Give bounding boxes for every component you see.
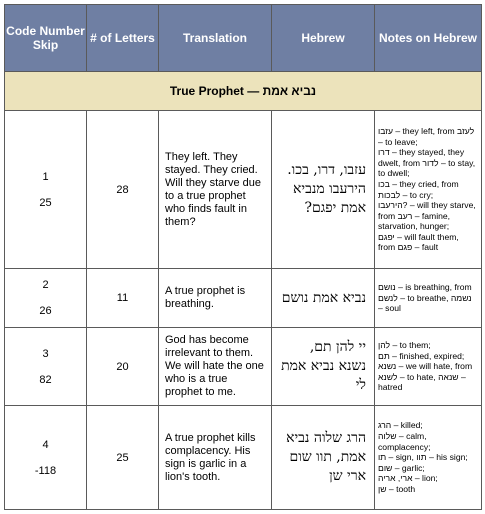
letters-cell: 11 bbox=[87, 269, 159, 328]
note-line: דרו – they stayed, they dwelt, from לדור – to stay, to dwell; bbox=[378, 147, 476, 179]
letters-cell: 25 bbox=[87, 406, 159, 510]
code-skip-cell bbox=[5, 328, 87, 406]
hebrew-cell: עזבו, דרו, בכו. הירעבו מנביא אמת יפגם? bbox=[272, 111, 375, 269]
code-number: 3 bbox=[42, 347, 49, 360]
letters-cell: 28 bbox=[87, 111, 159, 269]
notes-cell bbox=[375, 328, 482, 406]
note-line: שלוה – calm, complacency; bbox=[378, 431, 431, 452]
prophet-code-table bbox=[4, 4, 482, 510]
note-line: ארי, אריה – lion; bbox=[378, 473, 438, 484]
skip-value: 25 bbox=[39, 196, 52, 209]
note-line: תם – finished, expired; bbox=[378, 350, 465, 361]
note-line: נשנא – we will hate, from לשנא – to hate, שנאה – hatred bbox=[378, 361, 473, 393]
hebrew-cell: הרג שלוה נביא אמת, תוו שום ארי שן bbox=[272, 406, 375, 510]
section-row bbox=[5, 72, 482, 111]
note-line: שן – tooth bbox=[378, 483, 416, 494]
header-code-number-skip: Code Number Skip bbox=[5, 5, 87, 72]
table-row bbox=[5, 406, 482, 510]
header-number-of-letters: # of Letters bbox=[87, 5, 159, 72]
note-line: הירעבו? – will they starve, from רעב – famine, starvation, hunger; bbox=[378, 200, 476, 232]
code-number: 4 bbox=[42, 438, 49, 451]
note-line: עזבו – they left, from לעזב – to leave; bbox=[378, 125, 475, 147]
code-skip-cell bbox=[5, 406, 87, 510]
code-skip-cell bbox=[5, 111, 87, 269]
note-line: יפגם – will fault them, from פגם – fault bbox=[378, 231, 459, 253]
note-line: תו – sign, תוו – his sign; bbox=[378, 452, 468, 463]
hebrew-cell: יי להן תם, נשנא נביא אמת לי bbox=[272, 328, 375, 406]
note-line: נושם – is breathing, from לנשם – to breathe, נשמה – soul bbox=[378, 282, 472, 314]
header-translation: Translation bbox=[159, 5, 272, 72]
code-number: 2 bbox=[42, 279, 49, 291]
translation-cell: A true prophet is breathing. bbox=[159, 269, 272, 328]
letters-cell: 20 bbox=[87, 328, 159, 406]
skip-value: 26 bbox=[39, 305, 52, 317]
table-row bbox=[5, 269, 482, 328]
skip-value: -118 bbox=[34, 464, 57, 477]
table-row bbox=[5, 111, 482, 269]
header-notes-on-hebrew: Notes on Hebrew bbox=[375, 5, 482, 72]
table-row bbox=[5, 328, 482, 406]
code-skip-cell bbox=[5, 269, 87, 328]
translation-cell: They left. They stayed. They cried. Will they starve due to a true prophet who finds fault in them? bbox=[159, 111, 272, 269]
note-line: להן – to them; bbox=[378, 340, 431, 351]
header-row bbox=[5, 5, 482, 72]
header-hebrew: Hebrew bbox=[272, 5, 375, 72]
note-line: בכו – they cried, from לבכות – to cry; bbox=[378, 178, 459, 200]
code-number: 1 bbox=[42, 170, 49, 183]
notes-cell bbox=[375, 406, 482, 510]
translation-cell: A true prophet kills complacency. His sign is garlic in a lion's tooth. bbox=[159, 406, 272, 510]
hebrew-cell: נביא אמת נושם bbox=[272, 269, 375, 328]
translation-cell: God has become irrelevant to them. We will hate the one who is a true prophet to me. bbox=[159, 328, 272, 406]
section-title: True Prophet — נביא אמת bbox=[5, 72, 482, 111]
skip-value: 82 bbox=[39, 373, 52, 386]
note-line: שום – garlic; bbox=[378, 462, 425, 473]
notes-cell bbox=[375, 111, 482, 269]
note-line: הרג – killed; bbox=[378, 420, 423, 431]
notes-cell bbox=[375, 269, 482, 328]
